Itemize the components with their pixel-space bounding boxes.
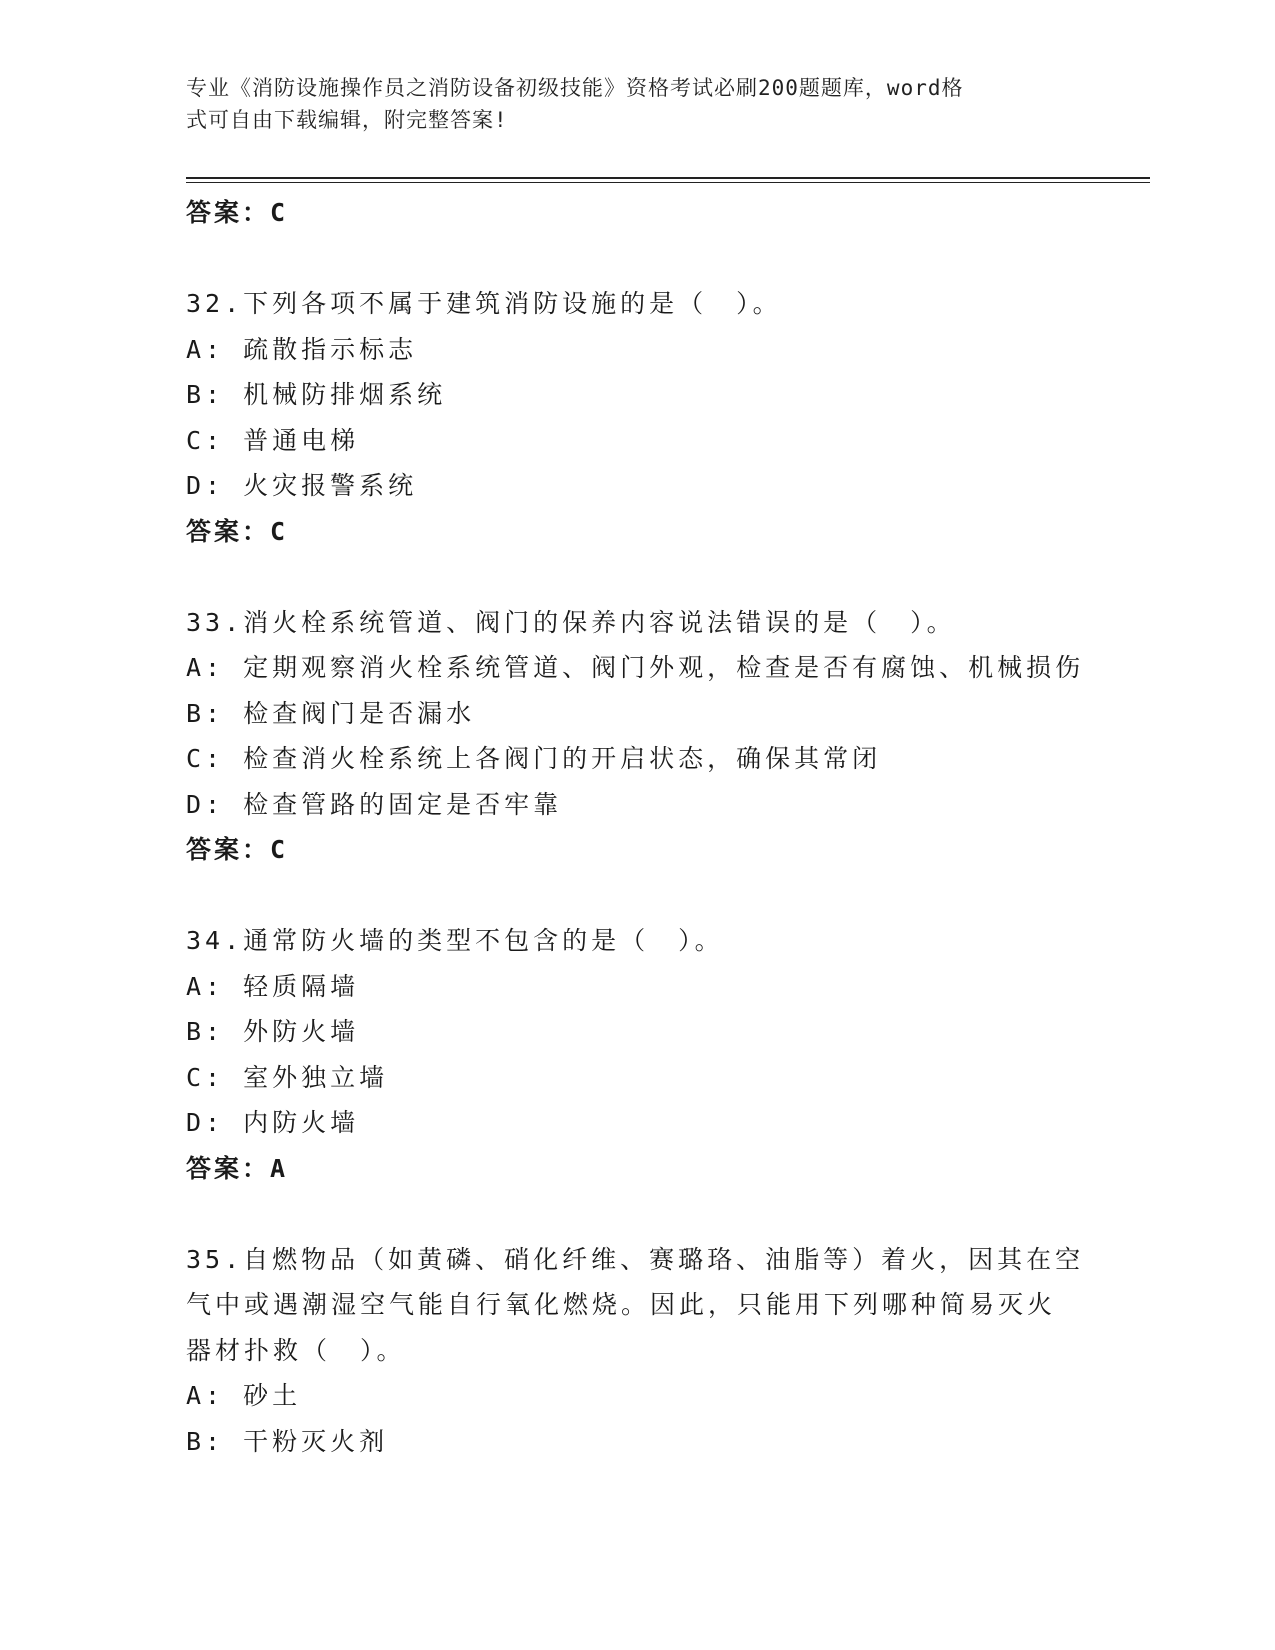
option-b: B: 外防火墙 (186, 1017, 360, 1046)
option-d: D: 检查管路的固定是否牢靠 (186, 789, 563, 819)
option-a: A: 砂土 (186, 1381, 302, 1410)
option-b: B: 干粉灭火剂 (186, 1426, 389, 1456)
document-header (186, 72, 1086, 136)
question-stem: 33.消火栓系统管道、阀门的保养内容说法错误的是（ ）。 (186, 607, 956, 637)
question-stem-line-2: 气中或遇潮湿空气能自行氧化燃烧。因此，只能用下列哪种简易灭火 (186, 1290, 1057, 1319)
question-block (186, 281, 1086, 554)
question-stem: 32.下列各项不属于建筑消防设施的是（ ）。 (186, 289, 782, 318)
answer-line: 答案：A (186, 1153, 289, 1183)
option-d: D: 火灾报警系统 (186, 471, 418, 500)
question-stem: 34.通常防火墙的类型不包含的是（ ）。 (186, 926, 724, 955)
header-line-1: 专业《消防设施操作员之消防设备初级技能》资格考试必刷200题题库，word格 (186, 76, 964, 100)
question-block (186, 600, 1086, 873)
header-divider-thick (186, 177, 1150, 179)
answer-line: 答案：C (186, 835, 289, 864)
question-block (186, 1237, 1086, 1465)
option-a: A: 定期观察消火栓系统管道、阀门外观，检查是否有腐蚀、机械损伤 (186, 653, 1085, 682)
question-stem-line-3: 器材扑救（ ）。 (186, 1335, 406, 1365)
option-c: C: 室外独立墙 (186, 1062, 389, 1092)
option-a: A: 疏散指示标志 (186, 334, 418, 364)
header-line-2: 式可自由下载编辑，附完整答案! (186, 108, 508, 132)
answer-line: 答案：C (186, 198, 289, 227)
option-c: C: 普通电梯 (186, 425, 360, 455)
question-list (186, 190, 1086, 1464)
option-a: A: 轻质隔墙 (186, 971, 360, 1001)
option-b: B: 机械防排烟系统 (186, 380, 447, 409)
option-c: C: 检查消火栓系统上各阀门的开启状态，确保其常闭 (186, 744, 882, 773)
option-d: D: 内防火墙 (186, 1108, 360, 1137)
question-block (186, 918, 1086, 1191)
header-divider-thin (186, 182, 1150, 183)
question-stem-line-1: 35.自燃物品（如黄磷、硝化纤维、赛璐珞、油脂等）着火，因其在空 (186, 1244, 1085, 1274)
option-b: B: 检查阀门是否漏水 (186, 698, 476, 728)
answer-line: 答案：C (186, 516, 289, 546)
